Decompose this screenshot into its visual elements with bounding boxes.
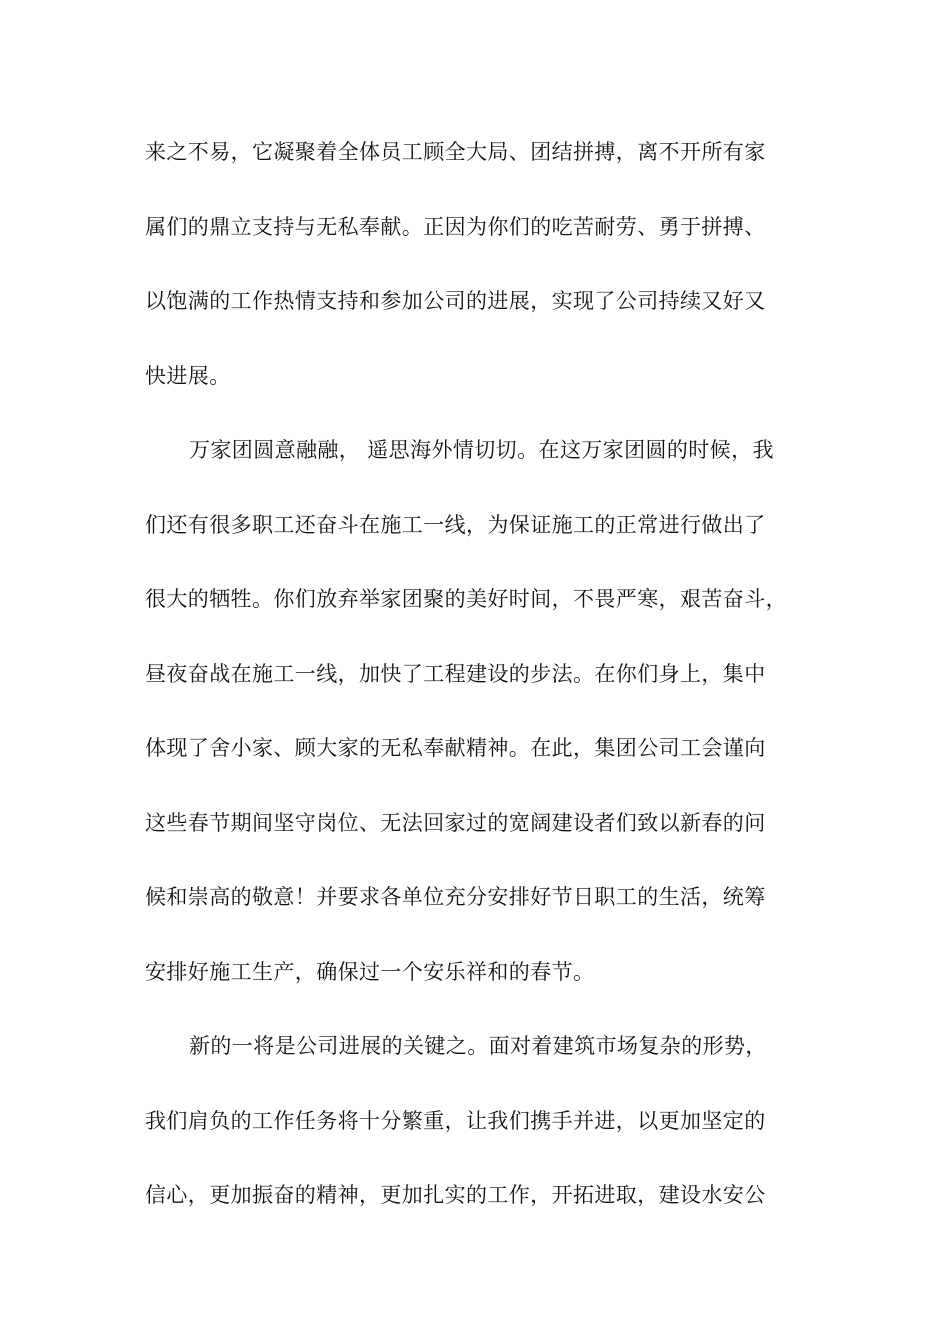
text-line: 候和崇高的敬意！并要求各单位充分安排好节日职工的生活，统筹 [145, 885, 766, 909]
text-line: 安排好施工生产，确保过一个安乐祥和的春节。 [145, 960, 595, 984]
text-line: 以饱满的工作热情支持和参加公司的进展，实现了公司持续又好又 [145, 289, 766, 313]
text-line: 我们肩负的工作任务将十分繁重，让我们携手并进，以更加坚定的 [145, 1109, 766, 1133]
text-line: 信心，更加振奋的精神，更加扎实的工作，开拓进取，建设水安公 [145, 1183, 766, 1207]
text-line: 们还有很多职工还奋斗在施工一线，为保证施工的正常进行做出了 [145, 513, 766, 537]
text-line: 昼夜奋战在施工一线，加快了工程建设的步法。在你们身上，集中 [145, 662, 766, 686]
text-line: 快进展。 [145, 364, 231, 388]
text-line: 很大的牺牲。你们放弃举家团聚的美好时间，不畏严寒，艰苦奋斗， [145, 587, 787, 611]
paragraph-first-line: 万家团圆意融融， 遥思海外情切切。在这万家团圆的时候，我 [189, 438, 774, 462]
text-line: 这些春节期间坚守岗位、无法回家过的宽阔建设者们致以新春的问 [145, 811, 766, 835]
text-line: 属们的鼎立支持与无私奉献。正因为你们的吃苦耐劳、勇于拼搏、 [145, 215, 766, 239]
paragraph-first-line: 新的一将是公司进展的关键之。面对着建筑市场复杂的形势， [189, 1034, 767, 1058]
text-line: 来之不易，它凝聚着全体员工顾全大局、团结拼搏，离不开所有家 [145, 140, 766, 164]
text-line: 体现了舍小家、顾大家的无私奉献精神。在此，集团公司工会谨向 [145, 736, 766, 760]
